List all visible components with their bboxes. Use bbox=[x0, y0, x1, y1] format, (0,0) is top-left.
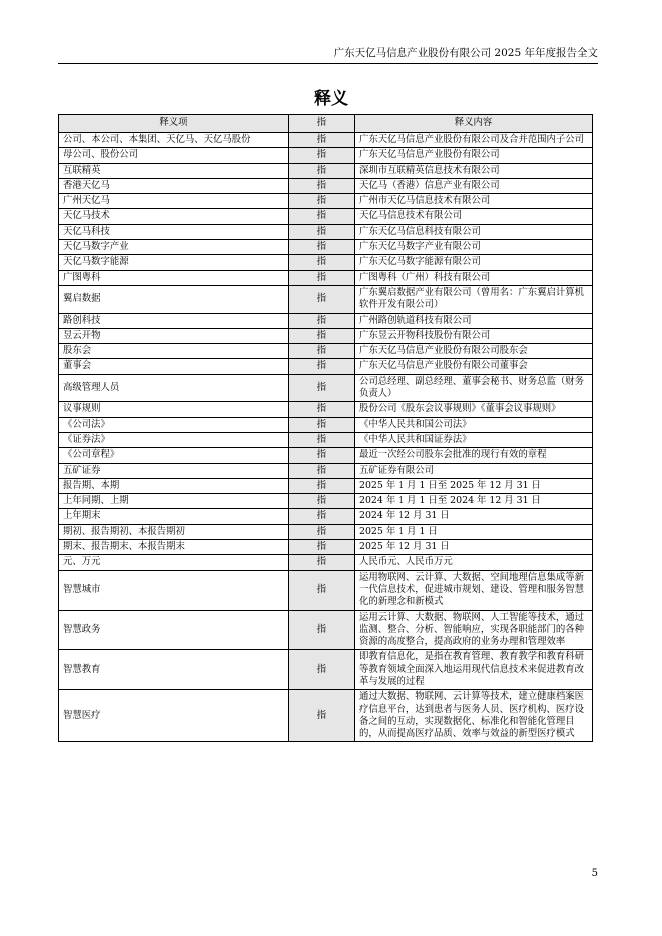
ref-cell: 指 bbox=[289, 285, 355, 313]
ref-cell: 指 bbox=[289, 402, 355, 417]
ref-cell: 指 bbox=[289, 178, 355, 193]
meaning-cell: 通过大数据、物联网、云计算等技术，建立健康档案医疗信息平台，达到患者与医务人员、医疗机构、医疗设备之间的互动，实现数据化、标准化和智能化管理目的，从而提高医疗品质、效率与效益的新型医疗模式 bbox=[355, 690, 593, 742]
ref-cell: 指 bbox=[289, 650, 355, 690]
table-row bbox=[59, 555, 593, 570]
term-cell: 元、万元 bbox=[59, 555, 289, 570]
page-number: 5 bbox=[591, 868, 598, 879]
ref-cell: 指 bbox=[289, 374, 355, 402]
table-row bbox=[59, 148, 593, 163]
ref-cell: 指 bbox=[289, 270, 355, 285]
ref-cell: 指 bbox=[289, 509, 355, 524]
meaning-cell: 《中华人民共和国公司法》 bbox=[355, 417, 593, 432]
term-cell: 天亿马技术 bbox=[59, 209, 289, 224]
term-cell: 昱云开物 bbox=[59, 328, 289, 343]
ref-cell: 指 bbox=[289, 555, 355, 570]
page-title: 释义 bbox=[314, 89, 348, 109]
table-row bbox=[59, 285, 593, 313]
term-cell: 智慧医疗 bbox=[59, 690, 289, 742]
table-row bbox=[59, 224, 593, 239]
header-ref: 指 bbox=[289, 115, 355, 133]
ref-cell: 指 bbox=[289, 432, 355, 447]
meaning-cell: 广州路创轨道科技有限公司 bbox=[355, 313, 593, 328]
meaning-cell: 广东天亿马信息产业股份有限公司 bbox=[355, 148, 593, 163]
meaning-cell: 最近一次经公司股东会批准的现行有效的章程 bbox=[355, 448, 593, 463]
term-cell: 智慧政务 bbox=[59, 610, 289, 650]
ref-cell: 指 bbox=[289, 209, 355, 224]
ref-cell: 指 bbox=[289, 478, 355, 493]
table-row bbox=[59, 540, 593, 555]
header-text: 广东天亿马信息产业股份有限公司 2025 年年度报告全文 bbox=[333, 47, 598, 59]
term-cell: 《公司法》 bbox=[59, 417, 289, 432]
term-cell: 翼启数据 bbox=[59, 285, 289, 313]
ref-cell: 指 bbox=[289, 328, 355, 343]
meaning-cell: 广东天亿马信息产业股份有限公司及合并范围内子公司 bbox=[355, 133, 593, 148]
table-row bbox=[59, 163, 593, 178]
header-term: 释义项 bbox=[59, 115, 289, 133]
ref-cell: 指 bbox=[289, 448, 355, 463]
term-cell: 天亿马数字产业 bbox=[59, 240, 289, 255]
ref-cell: 指 bbox=[289, 133, 355, 148]
table-row bbox=[59, 328, 593, 343]
meaning-cell: 深圳市互联精英信息技术有限公司 bbox=[355, 163, 593, 178]
table-row bbox=[59, 463, 593, 478]
meaning-cell: 天亿马（香港）信息产业有限公司 bbox=[355, 178, 593, 193]
meaning-cell: 人民币元、人民币万元 bbox=[355, 555, 593, 570]
meaning-cell: 广东天亿马数字产业有限公司 bbox=[355, 240, 593, 255]
ref-cell: 指 bbox=[289, 610, 355, 650]
table-row bbox=[59, 417, 593, 432]
term-cell: 上年同期、上期 bbox=[59, 494, 289, 509]
table-row bbox=[59, 270, 593, 285]
term-cell: 天亿马科技 bbox=[59, 224, 289, 239]
table-row bbox=[59, 432, 593, 447]
table-row bbox=[59, 610, 593, 650]
ref-cell: 指 bbox=[289, 224, 355, 239]
term-cell: 广图粤科 bbox=[59, 270, 289, 285]
table-row bbox=[59, 359, 593, 374]
table-row bbox=[59, 133, 593, 148]
ref-cell: 指 bbox=[289, 148, 355, 163]
term-cell: 天亿马数字能源 bbox=[59, 255, 289, 270]
table-row bbox=[59, 255, 593, 270]
term-cell: 香港天亿马 bbox=[59, 178, 289, 193]
term-cell: 董事会 bbox=[59, 359, 289, 374]
term-cell: 议事规则 bbox=[59, 402, 289, 417]
table-row bbox=[59, 494, 593, 509]
ref-cell: 指 bbox=[289, 524, 355, 539]
ref-cell: 指 bbox=[289, 255, 355, 270]
ref-cell: 指 bbox=[289, 163, 355, 178]
meaning-cell: 广州市天亿马信息技术有限公司 bbox=[355, 194, 593, 209]
meaning-cell: 广东天亿马信息产业股份有限公司股东会 bbox=[355, 344, 593, 359]
term-cell: 期初、报告期初、本报告期初 bbox=[59, 524, 289, 539]
ref-cell: 指 bbox=[289, 570, 355, 610]
table-row bbox=[59, 209, 593, 224]
meaning-cell: 《中华人民共和国证券法》 bbox=[355, 432, 593, 447]
table-row bbox=[59, 478, 593, 493]
meaning-cell: 广东翼启数据产业有限公司（曾用名：广东翼启计算机软件开发有限公司） bbox=[355, 285, 593, 313]
meaning-cell: 2025 年 12 月 31 日 bbox=[355, 540, 593, 555]
term-cell: 上年期末 bbox=[59, 509, 289, 524]
meaning-cell: 公司总经理、副总经理、董事会秘书、财务总监（财务负责人） bbox=[355, 374, 593, 402]
meaning-cell: 运用云计算、大数据、物联网、人工智能等技术，通过监测、整合、分析、智能响应，实现各职能部门的各种资源的高度整合，提高政府的业务办理和管理效率 bbox=[355, 610, 593, 650]
table-row bbox=[59, 524, 593, 539]
term-cell: 母公司、股份公司 bbox=[59, 148, 289, 163]
ref-cell: 指 bbox=[289, 194, 355, 209]
meaning-cell: 五矿证券有限公司 bbox=[355, 463, 593, 478]
table-row bbox=[59, 570, 593, 610]
meaning-cell: 2024 年 1 月 1 日至 2024 年 12 月 31 日 bbox=[355, 494, 593, 509]
table-row bbox=[59, 509, 593, 524]
term-cell: 广州天亿马 bbox=[59, 194, 289, 209]
ref-cell: 指 bbox=[289, 417, 355, 432]
header-meaning: 释义内容 bbox=[355, 115, 593, 133]
ref-cell: 指 bbox=[289, 540, 355, 555]
meaning-cell: 2025 年 1 月 1 日 bbox=[355, 524, 593, 539]
ref-cell: 指 bbox=[289, 240, 355, 255]
page-header bbox=[58, 46, 598, 64]
table-header-row bbox=[59, 115, 593, 133]
ref-cell: 指 bbox=[289, 494, 355, 509]
term-cell: 《公司章程》 bbox=[59, 448, 289, 463]
term-cell: 高级管理人员 bbox=[59, 374, 289, 402]
ref-cell: 指 bbox=[289, 344, 355, 359]
table-row bbox=[59, 650, 593, 690]
term-cell: 公司、本公司、本集团、天亿马、天亿马股份 bbox=[59, 133, 289, 148]
term-cell: 智慧城市 bbox=[59, 570, 289, 610]
meaning-cell: 广东天亿马数字能源有限公司 bbox=[355, 255, 593, 270]
definitions-table bbox=[58, 114, 593, 742]
ref-cell: 指 bbox=[289, 690, 355, 742]
ref-cell: 指 bbox=[289, 313, 355, 328]
term-cell: 期末、报告期末、本报告期末 bbox=[59, 540, 289, 555]
meaning-cell: 2024 年 12 月 31 日 bbox=[355, 509, 593, 524]
term-cell: 智慧教育 bbox=[59, 650, 289, 690]
ref-cell: 指 bbox=[289, 359, 355, 374]
table-row bbox=[59, 344, 593, 359]
term-cell: 股东会 bbox=[59, 344, 289, 359]
term-cell: 五矿证券 bbox=[59, 463, 289, 478]
meaning-cell: 广东昱云开物科技股份有限公司 bbox=[355, 328, 593, 343]
table-row bbox=[59, 374, 593, 402]
meaning-cell: 广东天亿马信息科技有限公司 bbox=[355, 224, 593, 239]
term-cell: 报告期、本期 bbox=[59, 478, 289, 493]
definitions-body bbox=[59, 133, 593, 742]
table-row bbox=[59, 448, 593, 463]
table-row bbox=[59, 313, 593, 328]
meaning-cell: 即教育信息化，是指在教育管理、教育教学和教育科研等教育领域全面深入地运用现代信息技术来促进教育改革与发展的过程 bbox=[355, 650, 593, 690]
meaning-cell: 运用物联网、云计算、大数据、空间地理信息集成等新一代信息技术，促进城市规划、建设、管理和服务智慧化的新理念和新模式 bbox=[355, 570, 593, 610]
term-cell: 路创科技 bbox=[59, 313, 289, 328]
meaning-cell: 广图粤科（广州）科技有限公司 bbox=[355, 270, 593, 285]
table-row bbox=[59, 690, 593, 742]
table-row bbox=[59, 194, 593, 209]
meaning-cell: 广东天亿马信息产业股份有限公司董事会 bbox=[355, 359, 593, 374]
term-cell: 互联精英 bbox=[59, 163, 289, 178]
meaning-cell: 天亿马信息技术有限公司 bbox=[355, 209, 593, 224]
table-row bbox=[59, 178, 593, 193]
table-row bbox=[59, 402, 593, 417]
table-row bbox=[59, 240, 593, 255]
ref-cell: 指 bbox=[289, 463, 355, 478]
meaning-cell: 股份公司《股东会议事规则》《董事会议事规则》 bbox=[355, 402, 593, 417]
term-cell: 《证券法》 bbox=[59, 432, 289, 447]
meaning-cell: 2025 年 1 月 1 日至 2025 年 12 月 31 日 bbox=[355, 478, 593, 493]
